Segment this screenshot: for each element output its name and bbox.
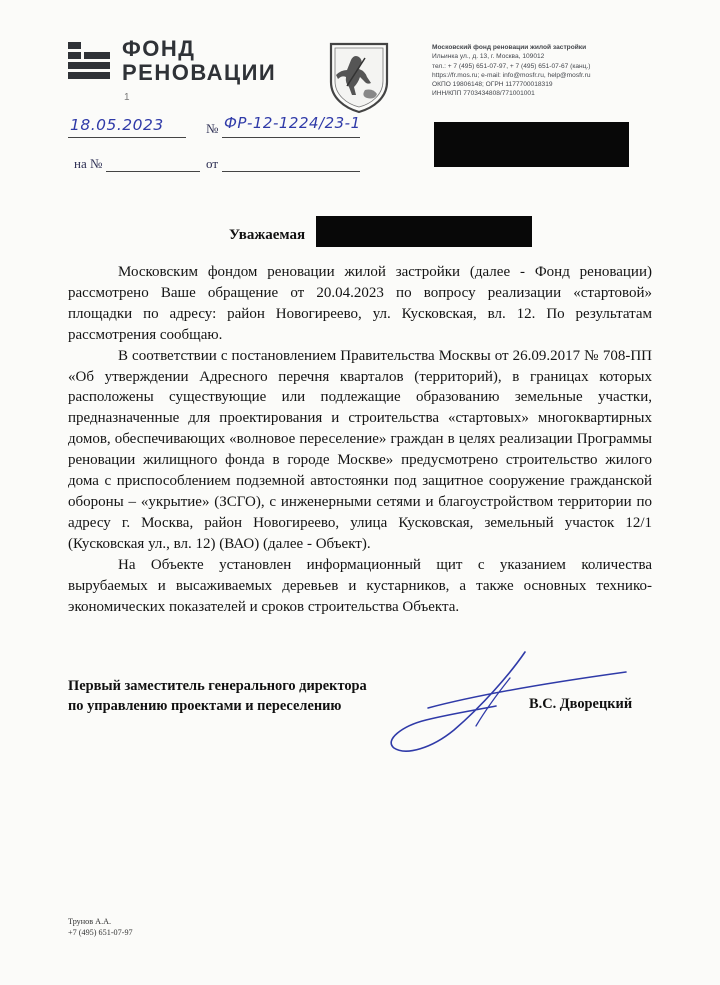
org-address: Ильинка ул., д. 13, г. Москва, 109012 xyxy=(432,53,545,61)
executor-phone: +7 (495) 651-07-97 xyxy=(68,927,133,937)
org-web-email: https://fr.mos.ru; e-mail: info@mosfr.ru, help@mosfr.ru xyxy=(432,71,591,79)
logo-line-1: ФОНД xyxy=(122,36,196,61)
body-paragraph: В соответствии с постановлением Правительства Москвы от 26.09.2017 № 708-ПП «Об утверждении Адресного перечня кварталов (территорий), в границах которых расположены существующие или подлежащие образованию земельные участки, предназначенные для проектирования и строительства «стартовых» многоквартирных домов, обеспечивающих «волновое переселение» граждан в целях реализации Программы реновации жилищного фонда в городе Москве» предусмотрено строительство жилого дома с приспособлением подземной автостоянки под защитное сооружение гражданской обороны – «укрытие» (ЗСГО), с инженерными сетями и благоустройством территории по адресу г. Москва, район Новогиреево, улица Кусковская, земельный участок 12/1 (Кусковская ул., вл. 12) (ВАО) (далее - Объект). xyxy=(68,347,652,552)
margin-mark: 1 xyxy=(124,92,130,103)
redacted-addressee xyxy=(434,122,629,167)
outgoing-date: 18.05.2023 xyxy=(70,116,164,134)
signer-name: В.С. Дворецкий xyxy=(529,696,633,712)
number-underline xyxy=(222,137,360,138)
signer-title xyxy=(68,676,448,716)
org-inn-kpp: ИНН/КПП 7703434808/771001001 xyxy=(432,90,535,98)
greeting: Уважаемая xyxy=(229,227,306,243)
reply-number-label: на № xyxy=(74,156,103,171)
reply-date-label: от xyxy=(206,156,219,171)
outgoing-number: ФР-12-1224/23-1 xyxy=(224,114,361,132)
org-codes: ОКПО 19806148; ОГРН 1177700018319 xyxy=(432,81,553,89)
organization-details xyxy=(432,43,702,99)
moscow-coat-of-arms-icon xyxy=(327,40,391,114)
body-paragraph: Московским фондом реновации жилой застройки (далее - Фонд реновации) рассмотрено Ваше обращение от 20.04.2023 по вопросу реализации «стартовой» площадки по адресу: район Новогиреево, ул. Кусковская, вл. 12. По результатам рассмотрения сообщаю. xyxy=(68,264,652,343)
fund-logo-icon xyxy=(68,42,110,82)
letter-body xyxy=(68,262,652,617)
executor-info xyxy=(68,917,133,938)
logo-line-2: РЕНОВАЦИИ xyxy=(122,60,277,85)
redacted-name xyxy=(316,216,532,247)
date-underline xyxy=(68,137,186,138)
executor-name: Трунов А.А. xyxy=(68,917,112,926)
reply-number-line xyxy=(106,171,200,172)
signer-title-line-2: по управлению проектами и переселению xyxy=(68,698,342,714)
org-name: Московский фонд реновации жилой застройки xyxy=(432,44,587,51)
reply-date-line xyxy=(222,171,360,172)
outgoing-number-label: № xyxy=(206,121,219,136)
body-paragraph: На Объекте установлен информационный щит с указанием количества вырубаемых и высаживаемых деревьев и кустарников, а также основных технико-экономических показателей и сроков строительства Объекта. xyxy=(68,556,652,615)
org-phones: тел.: + 7 (495) 651-07-97, + 7 (495) 651-07-67 (канц.) xyxy=(432,62,591,70)
signer-title-line-1: Первый заместитель генерального директора xyxy=(68,678,367,694)
fund-logo-text xyxy=(122,37,276,85)
